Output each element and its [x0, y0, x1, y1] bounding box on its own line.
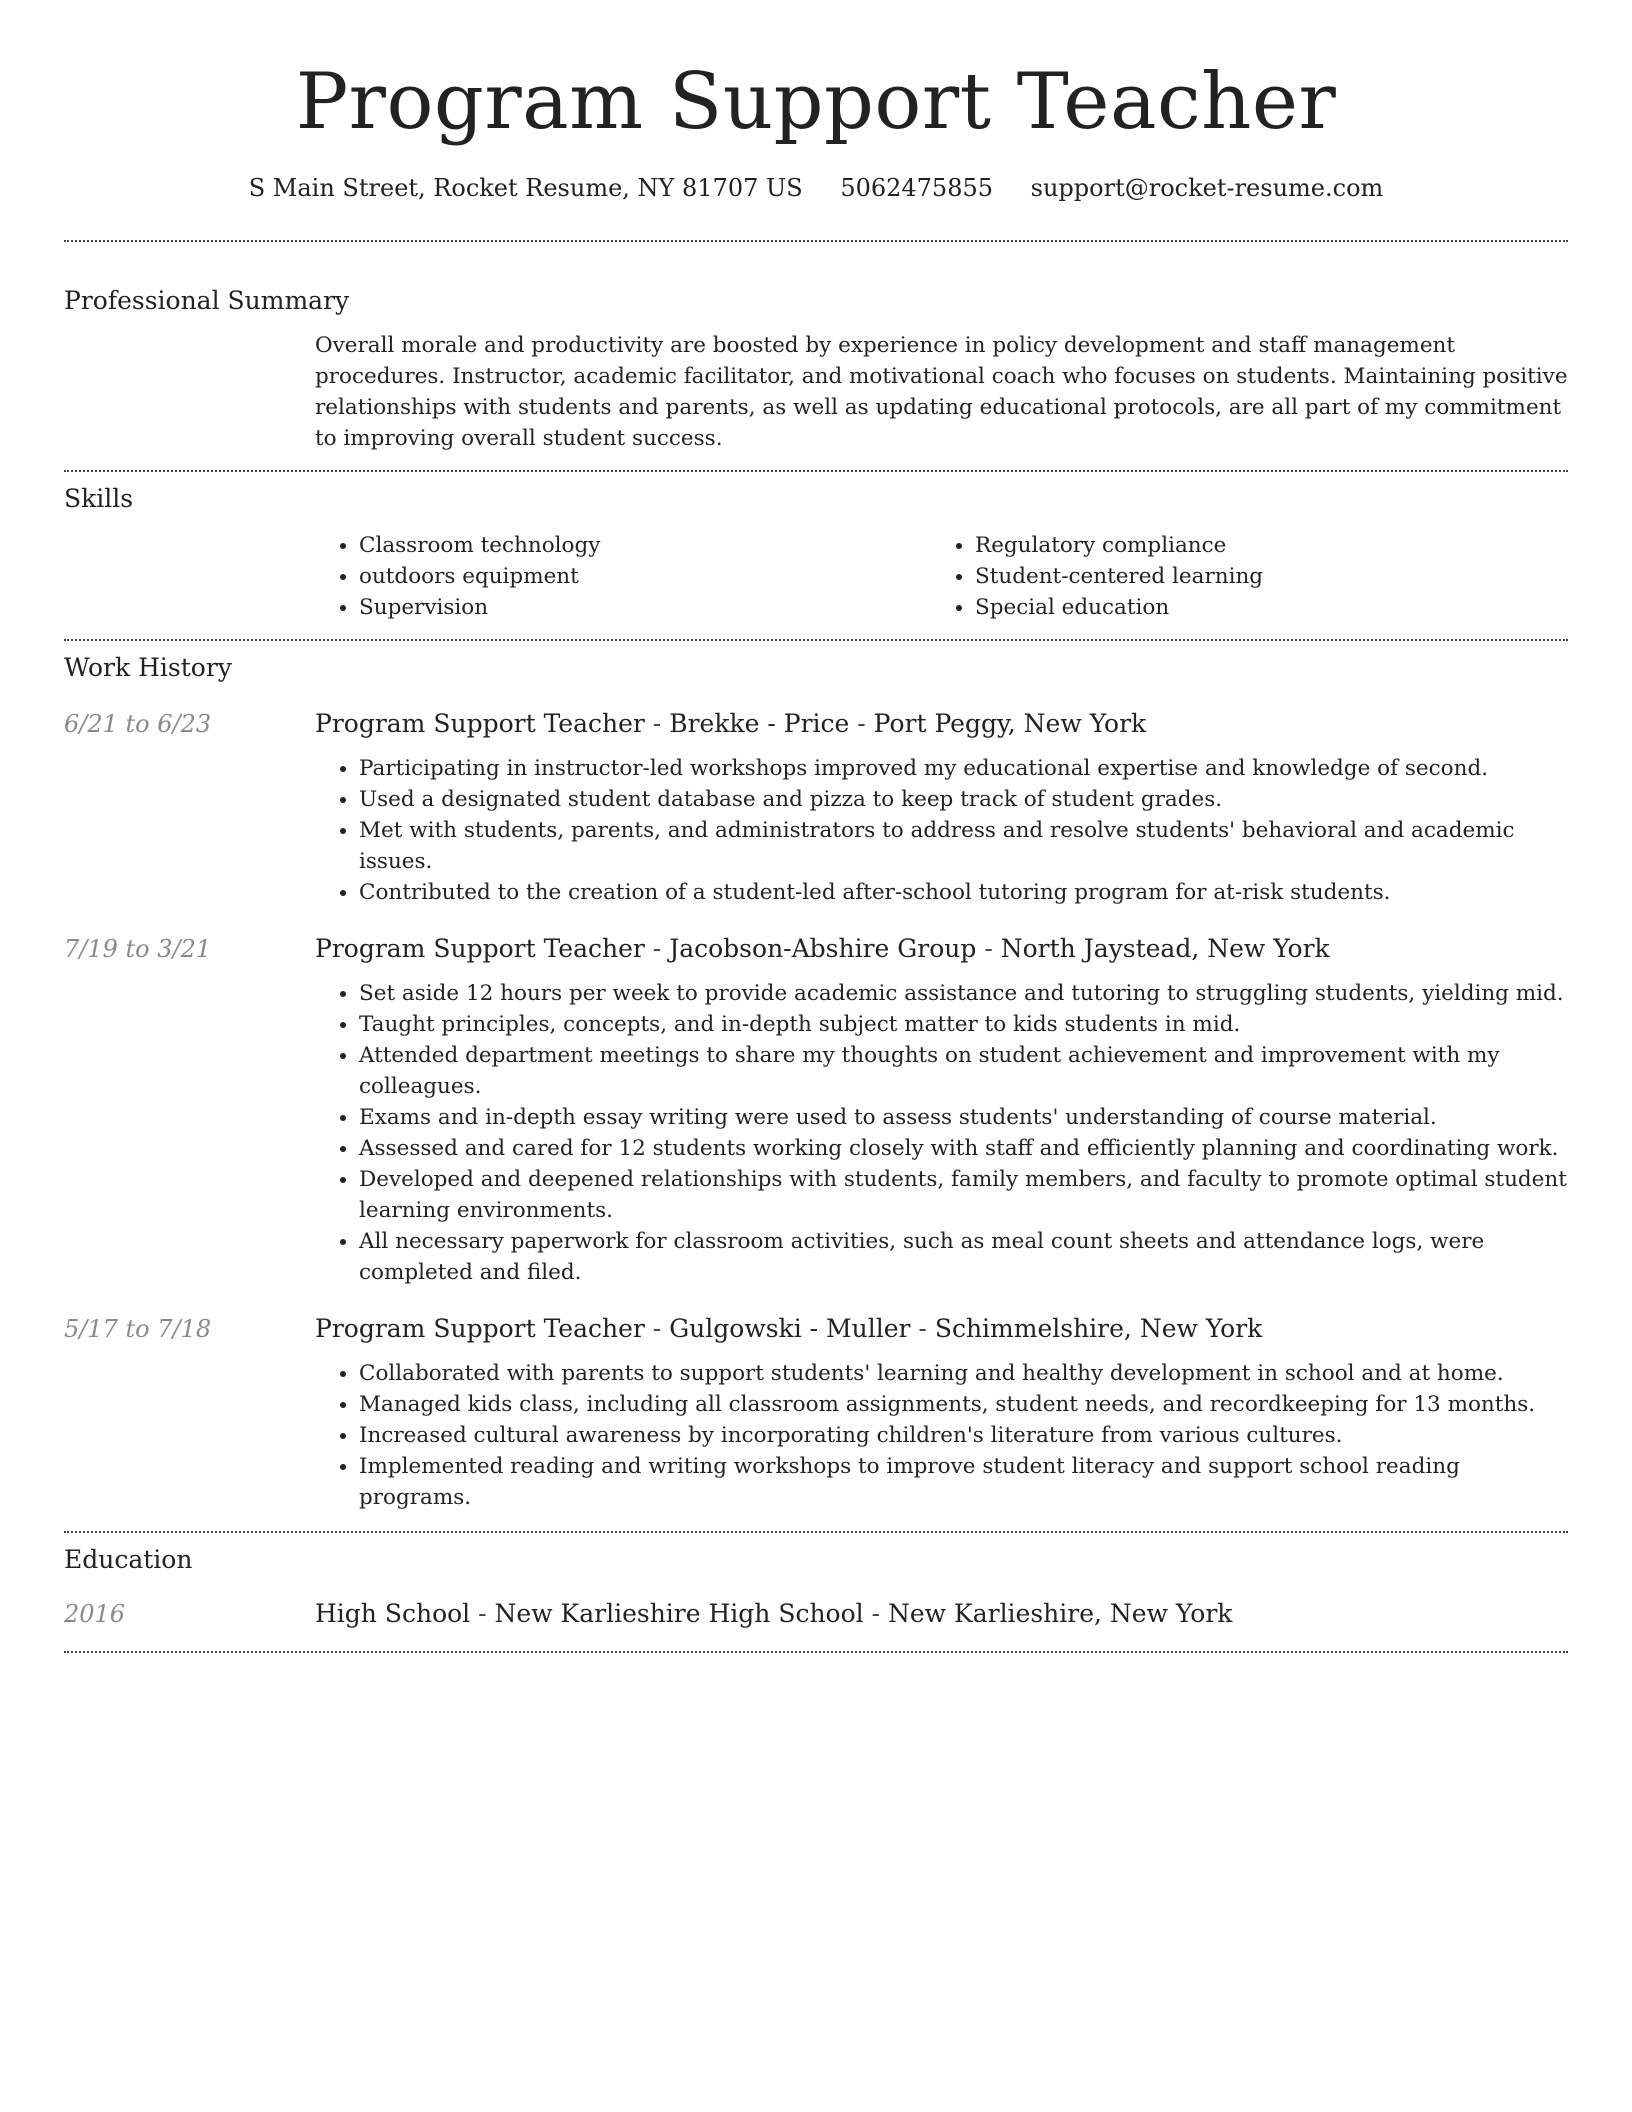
contact-email: support@rocket-resume.com: [1030, 174, 1384, 202]
divider: [64, 639, 1568, 641]
education-entry: [64, 1597, 1568, 1631]
education-heading: Education: [64, 1545, 193, 1574]
job-dates: 5/17 to 7/18: [64, 1315, 212, 1343]
separator: -: [863, 1599, 889, 1628]
job-location: North Jaystead, New York: [1000, 934, 1330, 963]
job-bullet: • Exams and in-depth essay writing were used to assess students' understanding of course material.: [359, 1102, 1568, 1133]
skill-item: • outdoors equipment: [359, 561, 931, 592]
separator: -: [644, 934, 670, 963]
job-role: Program Support Teacher: [315, 934, 645, 963]
job-bullet: • Assessed and cared for 12 students working closely with staff and efficiently planning and coordinating work.: [359, 1133, 1568, 1164]
job-bullet: • Developed and deepened relationships with students, family members, and faculty to promote optimal student learning environments.: [359, 1164, 1568, 1226]
job-bullet: • Used a designated student database and pizza to keep track of student grades.: [359, 784, 1568, 815]
job-bullets: [315, 978, 1568, 1288]
job-bullet: • Managed kids class, including all classroom assignments, student needs, and recordkeeping for 13 months.: [359, 1389, 1568, 1420]
job-bullets: [315, 753, 1568, 908]
divider: [64, 1651, 1568, 1653]
job-bullet: • Attended department meetings to share my thoughts on student achievement and improvement with my colleagues.: [359, 1040, 1568, 1102]
job-entry: [64, 932, 1568, 1288]
skill-item: • Supervision: [359, 592, 931, 623]
job-entry: [64, 707, 1568, 908]
skills-column-right: [931, 530, 1568, 623]
skill-item: • Regulatory compliance: [975, 530, 1568, 561]
separator: -: [644, 709, 670, 738]
summary-heading: Professional Summary: [64, 286, 350, 315]
separator: -: [644, 1314, 670, 1343]
work-history-heading: Work History: [64, 653, 232, 682]
job-dates: 6/21 to 6/23: [64, 710, 212, 738]
job-role: Program Support Teacher: [315, 1314, 645, 1343]
job-bullet: • Participating in instructor-led workshops improved my educational expertise and knowledge of second.: [359, 753, 1568, 784]
contact-phone: 5062475855: [840, 174, 994, 202]
separator: -: [470, 1599, 495, 1628]
skills-column-left: [315, 530, 931, 623]
skill-item: • Special education: [975, 592, 1568, 623]
job-bullet: • Contributed to the creation of a student-led after-school tutoring program for at-risk students.: [359, 877, 1568, 908]
divider: [64, 1531, 1568, 1533]
skills-heading: Skills: [64, 484, 134, 513]
work-history-section: [64, 651, 1568, 1513]
separator: -: [976, 934, 1001, 963]
job-role: Program Support Teacher: [315, 709, 645, 738]
divider: [64, 470, 1568, 472]
skills-list: [315, 530, 1568, 623]
job-bullet: • Collaborated with parents to support students' learning and healthy development in school and at home.: [359, 1358, 1568, 1389]
education-location: New Karlieshire, New York: [888, 1599, 1233, 1628]
candidate-name: Program Support Teacher: [295, 57, 1337, 147]
education-heading-line: [315, 1597, 1568, 1631]
summary-section: [64, 284, 1568, 454]
job-company: Brekke - Price: [669, 709, 850, 738]
job-bullet: • Implemented reading and writing workshops to improve student literacy and support school reading programs.: [359, 1451, 1568, 1513]
separator: -: [910, 1314, 935, 1343]
divider: [64, 240, 1568, 242]
job-bullet: • Increased cultural awareness by incorporating children's literature from various cultures.: [359, 1420, 1568, 1451]
job-company: Gulgowski - Muller: [669, 1314, 911, 1343]
job-dates: 7/19 to 3/21: [64, 935, 212, 963]
job-heading: [315, 1312, 1568, 1346]
job-location: Schimmelshire, New York: [934, 1314, 1263, 1343]
job-heading: [315, 932, 1568, 966]
education-degree: High School: [315, 1599, 471, 1628]
job-bullet: • All necessary paperwork for classroom activities, such as meal count sheets and attendance logs, were completed and filed.: [359, 1226, 1568, 1288]
education-school: New Karlieshire High School: [494, 1599, 864, 1628]
skills-section: [64, 482, 1568, 623]
job-heading: [315, 707, 1568, 741]
job-bullet: • Taught principles, concepts, and in-depth subject matter to kids students in mid.: [359, 1009, 1568, 1040]
job-entry: [64, 1312, 1568, 1513]
summary-text: Overall morale and productivity are boosted by experience in policy development and staff management procedures. Instructor, academic facilitator, and motivational coach who focuses on students. Maintaining positive relationships with students and parents, as well as updating educational protocols, are all part of my commitment to improving overall student success.: [315, 333, 1568, 451]
contact-line: [64, 172, 1568, 204]
skill-item: • Student-centered learning: [975, 561, 1568, 592]
skill-item: • Classroom technology: [359, 530, 931, 561]
job-location: Port Peggy, New York: [873, 709, 1147, 738]
job-bullet: • Set aside 12 hours per week to provide academic assistance and tutoring to struggling students, yielding mid.: [359, 978, 1568, 1009]
contact-address: S Main Street, Rocket Resume, NY 81707 US: [248, 174, 803, 202]
separator: -: [849, 709, 874, 738]
job-bullet: • Met with students, parents, and administrators to address and resolve students' behavioral and academic issues.: [359, 815, 1568, 877]
education-section: [64, 1543, 1568, 1631]
education-year: 2016: [64, 1600, 126, 1628]
job-bullets: [315, 1358, 1568, 1513]
job-company: Jacobson-Abshire Group: [669, 934, 977, 963]
